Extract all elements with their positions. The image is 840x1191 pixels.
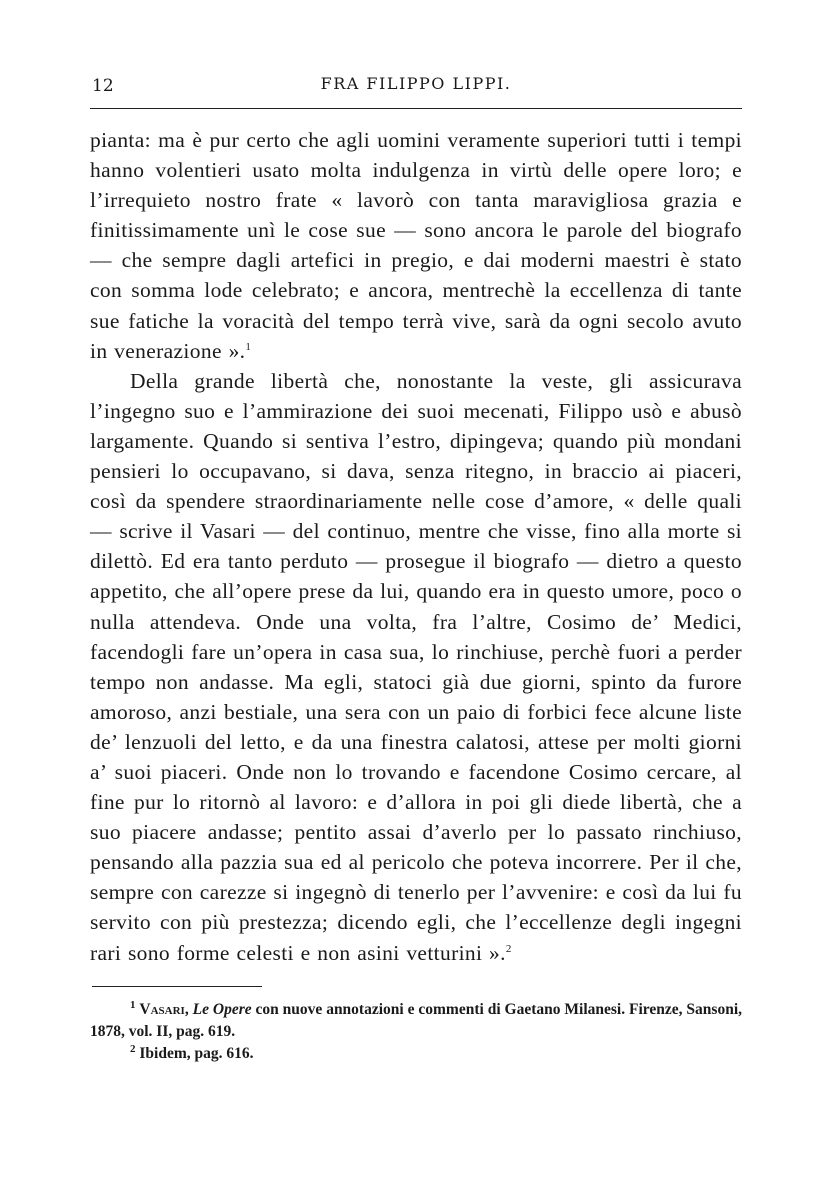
paragraph-2-text: Della grande libertà che, nonostante la veste, gli assicurava l’ingegno suo e l’ammirazione dei suoi mecenati, Filippo usò e abusò largamente. Quando si sentiva l’estro, dipingeva; quando più mondani pensieri lo occupavano, si dava, senza ritegno, in braccio ai piaceri, così da spendere straordinariamente nelle cose d’amore, « delle quali — scrive il Vasari — del continuo, mentre che visse, fino alla morte si dilettò. Ed era tanto perduto — prosegue il biografo — dietro a questo appetito, che all’opere prese da lui, quando era in questo umore, poco o nulla attendeva. Onde una volta, fra l’altre, Cosimo de’ Medici, facendogli fare un’opera in casa sua, lo rinchiuse, perchè fuori a perder tempo non andasse. Ma egli, statoci già due giorni, spinto da furore amoroso, anzi bestiale, una sera con un paio di forbici fece alcune liste de’ lenzuoli del letto, e da una finestra calatosi, attese per molti giorni a’ suoi piaceri. Onde non lo trovando e facendone Cosimo cercare, al fine pur lo ritornò al lavoro: e d’allora in poi gli diede libertà, che a suo piacere andasse; pentito assai d’averlo per lo passato rinchiuso, pensando alla pazzia sua ed al pericolo che poteva incorrere. Per il che, sempre con carezze si ingegnò di tenerlo per l’avvenire: e così da lui fu servito con più prestezza; dicendo egli, che l’eccellenze degli ingegni rari sono forme celesti e non asini vetturini ». [90, 368, 742, 965]
paragraph-1 [90, 125, 742, 366]
running-head [90, 70, 742, 100]
running-title: FRA FILIPPO LIPPI. [320, 74, 512, 93]
footnote-2-marker: 2 [130, 1042, 136, 1055]
header-rule [90, 108, 742, 109]
footnote-1 [90, 999, 742, 1043]
footnote-1-rest: con nuove annotazioni e commenti di Gaetano Milanesi. Firenze, Sansoni, 1878, vol. II, pag. 619. [90, 1000, 742, 1040]
paragraph-1-text: pianta: ma è pur certo che agli uomini veramente superiori tutti i tempi hanno volentieri usato molta indulgenza in virtù delle opere loro; e l’irrequieto nostro frate « lavorò con tanta maravigliosa grazia e finitissimamente unì le cose sue — sono ancora le parole del biografo — che sempre dagli artefici in pregio, e dai moderni maestri è stato con somma lode celebrato; e ancora, mentrechè la eccellenza di tante sue fatiche la voracità del tempo terrà vive, sarà da ogni secolo avuto in venerazione ». [90, 128, 742, 363]
footnote-2 [90, 1043, 742, 1065]
main-text [90, 125, 742, 968]
footnote-ref-2: 2 [505, 942, 512, 955]
footnote-1-author: Vasari, [139, 1000, 189, 1018]
footnote-ref-1: 1 [245, 340, 252, 353]
footnote-1-marker: 1 [130, 998, 136, 1011]
footnotes [90, 999, 742, 1065]
book-page [90, 70, 742, 1065]
page-number: 12 [92, 76, 114, 96]
paragraph-2 [90, 366, 742, 968]
footnote-1-title: Le Opere [192, 1000, 252, 1018]
footnote-2-text: Ibidem, pag. 616. [139, 1044, 254, 1062]
footnotes-rule [92, 986, 262, 987]
